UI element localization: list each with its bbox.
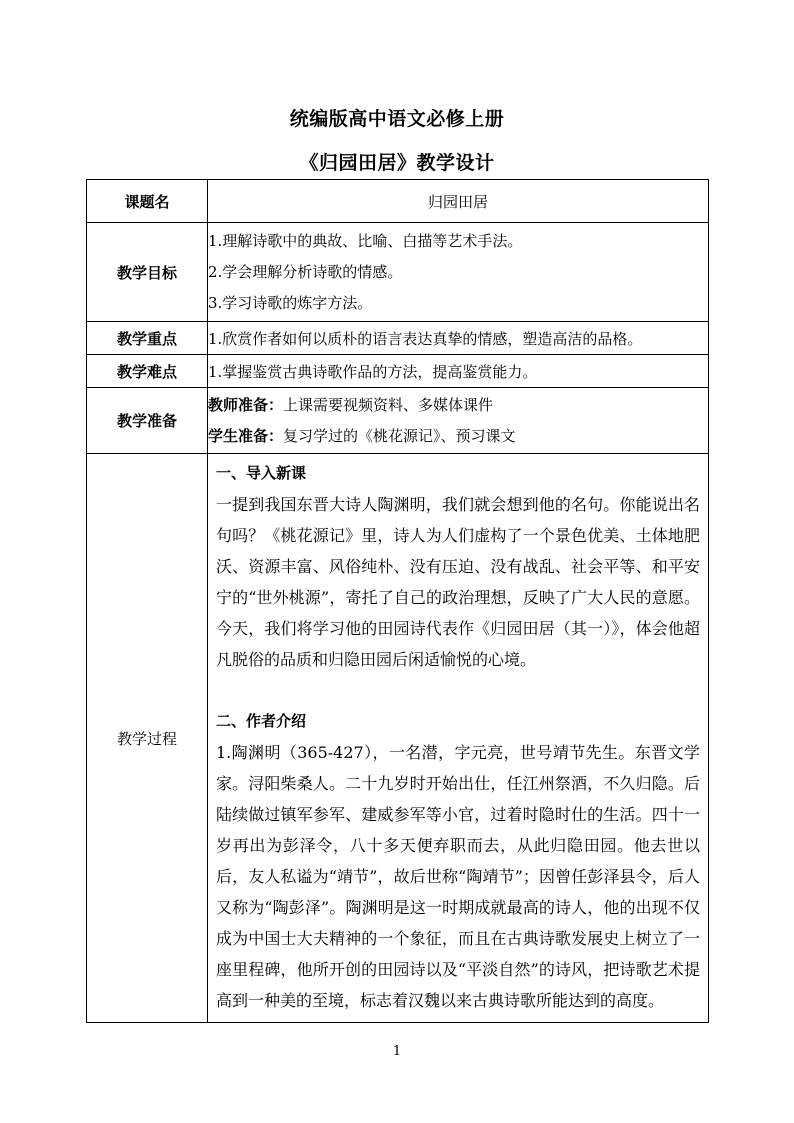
table-row-topic bbox=[87, 180, 709, 223]
section-heading-intro: 一、导入新课 bbox=[216, 464, 307, 482]
section-text-author: 1.陶渊明（365-427），一名潜，字元亮，世号靖节先生。东晋文学家。浔阳柴桑人。二十九岁时开始出仕，任江州祭酒，不久归隐。后陆续做过镇军参军、建威参军等小官，过着时隐时仕的生活。四十一岁再出为彭泽令，八十多天便弃职而去，从此归隐田园。他去世以后，友人私谥为“靖节”，故后世称“陶靖节”；因曾任彭泽县令，后人又称为“陶彭泽”。陶渊明是这一时期成就最高的诗人，他的出现不仅成为中国士大夫精神的一个象征，而且在古典诗歌发展史上树立了一座里程碑，他所开创的田园诗以及“平淡自然”的诗风，把诗歌艺术提高到一种美的至境，标志着汉魏以来古典诗歌所能达到的高度。 bbox=[216, 743, 700, 1010]
table-row-goals bbox=[87, 223, 709, 322]
document-title: 统编版高中语文必修上册 bbox=[289, 108, 505, 130]
section-heading-author: 二、作者介绍 bbox=[216, 712, 307, 730]
prep-cell bbox=[208, 388, 709, 454]
lesson-plan-table bbox=[86, 179, 709, 1023]
process-label: 教学过程 bbox=[87, 454, 208, 1023]
teacher-prep bbox=[208, 390, 708, 421]
student-prep-label: 学生准备： bbox=[208, 426, 284, 445]
student-prep-value: 复习学过的《桃花源记》、预习课文 bbox=[283, 426, 516, 445]
spacer bbox=[216, 675, 700, 706]
topic-label: 课题名 bbox=[87, 180, 208, 223]
difficulty-value: 1.掌握鉴赏古典诗歌作品的方法，提高鉴赏能力。 bbox=[208, 355, 709, 388]
goals-label: 教学目标 bbox=[87, 223, 208, 322]
document-subtitle: 《归园田居》教学设计 bbox=[299, 152, 495, 174]
goal-item: 1.理解诗歌中的典故、比喻、白描等艺术手法。 bbox=[208, 231, 523, 250]
page-number: 1 bbox=[392, 1044, 402, 1059]
student-prep bbox=[208, 421, 708, 452]
prep-label: 教学准备 bbox=[87, 388, 208, 454]
goals-cell bbox=[208, 223, 709, 322]
focus-value: 1.欣赏作者如何以质朴的语言表达真挚的情感，塑造高洁的品格。 bbox=[208, 322, 709, 355]
teacher-prep-label: 教师准备： bbox=[208, 395, 284, 414]
focus-label: 教学重点 bbox=[87, 322, 208, 355]
table-row-focus bbox=[87, 322, 709, 355]
table-row-prep bbox=[87, 388, 709, 454]
goal-item: 3.学习诗歌的炼字方法。 bbox=[208, 293, 373, 312]
table-row-difficulty bbox=[87, 355, 709, 388]
process-cell bbox=[208, 454, 709, 1023]
teacher-prep-value: 上课需要视频资料、多媒体课件 bbox=[283, 395, 494, 414]
difficulty-label: 教学难点 bbox=[87, 355, 208, 388]
table-row-process bbox=[87, 454, 709, 1023]
section-text-intro: 一提到我国东晋大诗人陶渊明，我们就会想到他的名句。你能说出名句吗？《桃花源记》里，诗人为人们虚构了一个景色优美、土体地肥沃、资源丰富、风俗纯朴、没有压迫、没有战乱、社会平等、和平安宁的“世外桃源”，寄托了自己的政治理想，反映了广大人民的意愿。今天，我们将学习他的田园诗代表作《归园田居（其一）》，体会他超凡脱俗的品质和归隐田园后闲适愉悦的心境。 bbox=[216, 495, 700, 669]
topic-value: 归园田居 bbox=[208, 180, 709, 223]
goal-item: 2.学会理解分析诗歌的情感。 bbox=[208, 262, 403, 281]
